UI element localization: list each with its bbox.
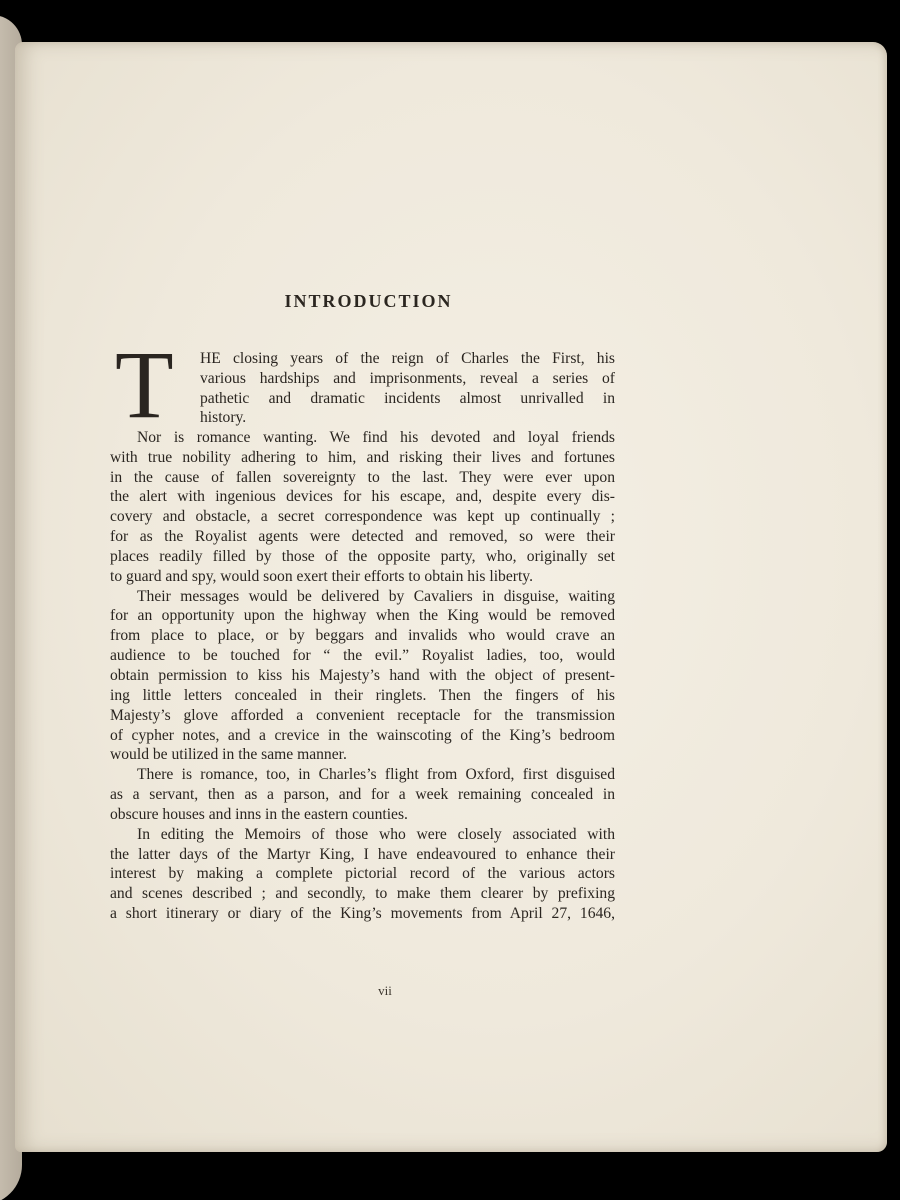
text-line: a short itinerary or diary of the King’s movements from April 27, 1646, bbox=[110, 905, 615, 923]
text-line: various hardships and imprisonments, reveal a series of bbox=[200, 369, 615, 387]
text-line: In editing the Memoirs of those who were closely associated with bbox=[137, 825, 615, 843]
paragraph-flight bbox=[110, 765, 615, 825]
text-line: places readily filled by those of the opposite party, who, originally set bbox=[110, 547, 615, 565]
paragraph-editing bbox=[110, 825, 615, 924]
text-line: and scenes described ; and secondly, to make them clearer by prefixing bbox=[110, 885, 615, 903]
text-line: pathetic and dramatic incidents almost unrivalled in bbox=[200, 389, 615, 407]
text-line: ing little letters concealed in their ringlets. Then the fingers of his bbox=[110, 686, 615, 704]
text-line: for an opportunity upon the highway when the King would be removed bbox=[110, 607, 615, 625]
text-line: the latter days of the Martyr King, I have endeavoured to enhance their bbox=[110, 845, 615, 863]
text-line: the alert with ingenious devices for his escape, and, despite every dis- bbox=[110, 488, 615, 506]
text-line: of cypher notes, and a crevice in the wainscoting of the King’s bedroom bbox=[110, 726, 615, 744]
text-line: Majesty’s glove afforded a convenient receptacle for the transmission bbox=[110, 706, 615, 724]
drop-cap: T bbox=[115, 330, 174, 438]
text-line: would be utilized in the same manner. bbox=[110, 746, 347, 764]
paragraph-romance bbox=[110, 428, 615, 587]
text-line: obtain permission to kiss his Majesty’s hand with the object of present- bbox=[110, 666, 615, 684]
text-line: There is romance, too, in Charles’s flight from Oxford, first disguised bbox=[137, 766, 615, 784]
text-line: with true nobility adhering to him, and risking their lives and fortunes bbox=[110, 448, 615, 466]
page-number: vii bbox=[378, 983, 392, 998]
paragraph-messages bbox=[110, 587, 615, 766]
text-line: from place to place, or by beggars and invalids who would crave an bbox=[110, 627, 615, 645]
text-line: audience to be touched for “ the evil.” Royalist ladies, too, would bbox=[110, 647, 615, 665]
text-line: Their messages would be delivered by Cavaliers in disguise, waiting bbox=[137, 587, 615, 605]
text-line: interest by making a complete pictorial record of the various actors bbox=[110, 865, 615, 883]
book-page bbox=[15, 42, 887, 1152]
text-line: history. bbox=[200, 409, 247, 427]
text-line: Nor is romance wanting. We find his devoted and loyal friends bbox=[137, 428, 615, 446]
text-line: in the cause of fallen sovereignty to the last. They were ever upon bbox=[110, 468, 615, 486]
text-line: obscure houses and inns in the eastern counties. bbox=[110, 805, 408, 823]
text-line: to guard and spy, would soon exert their efforts to obtain his liberty. bbox=[110, 567, 533, 585]
page-text bbox=[110, 292, 615, 924]
text-line: for as the Royalist agents were detected and removed, so were their bbox=[110, 528, 615, 546]
page-heading: INTRODUCTION bbox=[284, 291, 453, 311]
text-line: HE closing years of the reign of Charles the First, his bbox=[200, 349, 615, 367]
text-line: as a servant, then as a parson, and for a week remaining concealed in bbox=[110, 786, 615, 804]
text-line: covery and obstacle, a secret correspondence was kept up continually ; bbox=[110, 508, 615, 526]
